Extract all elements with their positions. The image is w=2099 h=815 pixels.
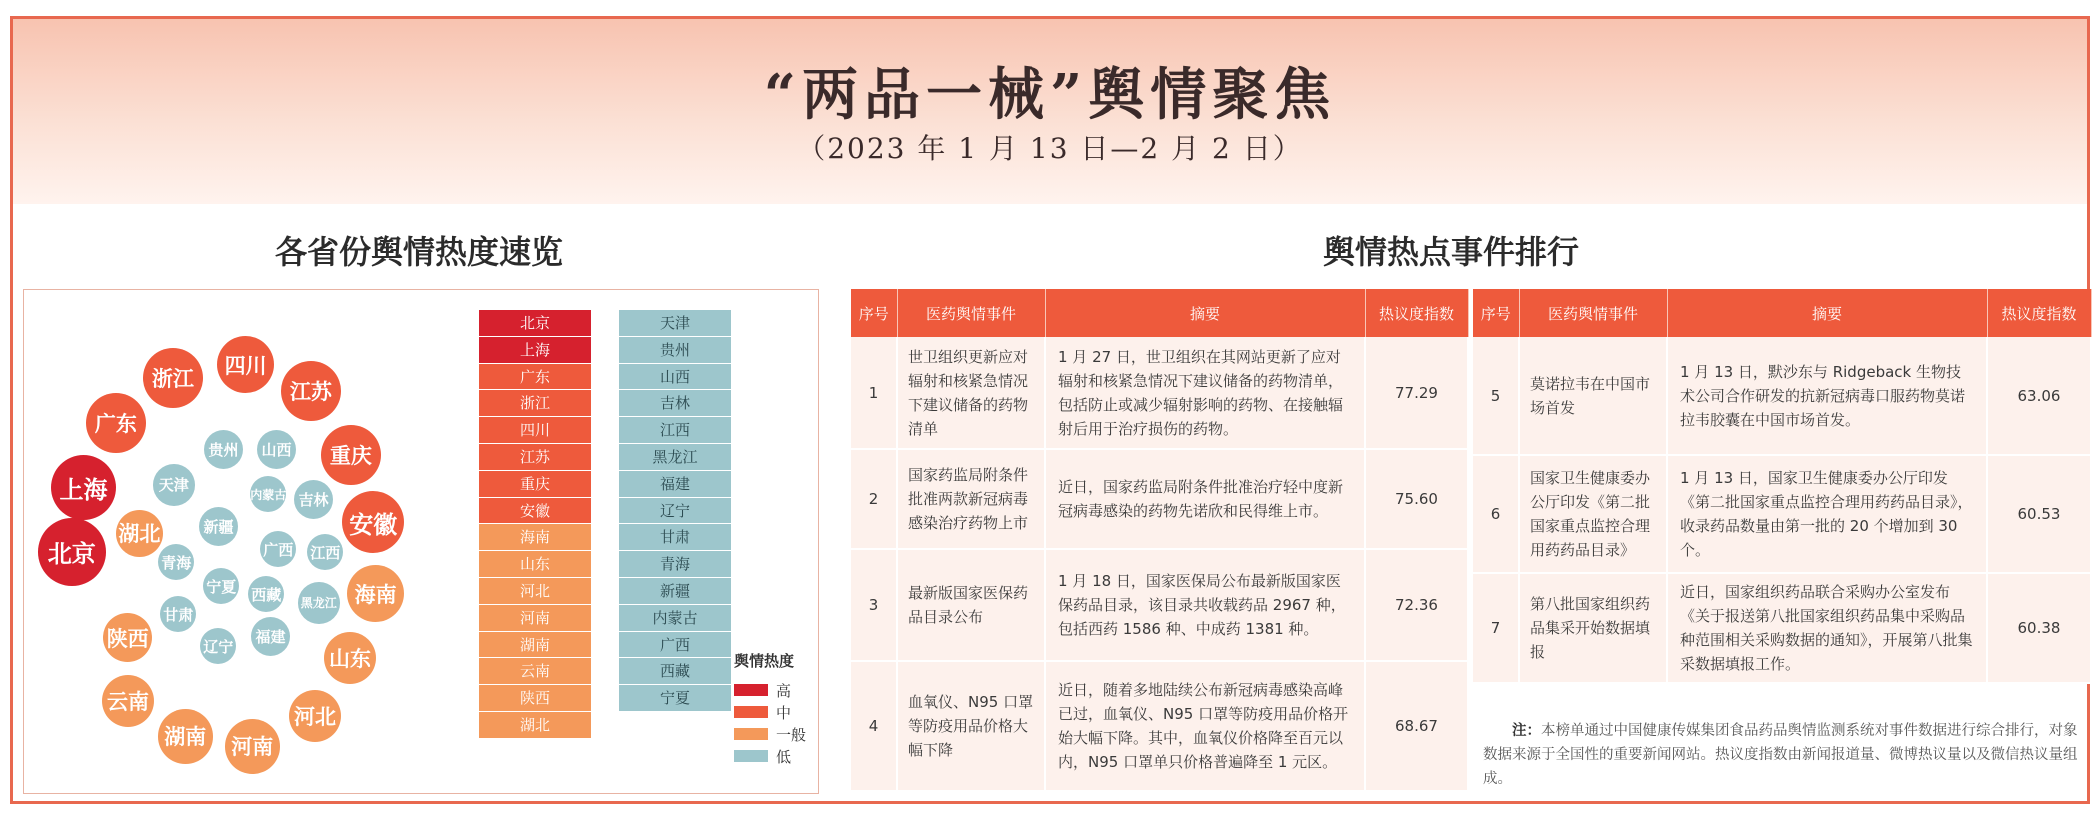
table-row: [851, 449, 1468, 549]
rank-cell: 云南: [479, 658, 591, 685]
province-bubble: 安徽: [342, 491, 404, 553]
province-bubble: 福建: [251, 617, 290, 656]
rank-cell: 安徽: [479, 498, 591, 525]
rank-cell: 黑龙江: [619, 444, 731, 471]
col-header-summary: 摘要: [1045, 289, 1365, 337]
table-header-row: [1473, 289, 2091, 337]
row-score: 77.29: [1365, 337, 1468, 449]
row-summary: 1 月 18 日，国家医保局公布最新版国家医保药品目录，该目录共收载药品 2967 种，包括西药 1586 种、中成药 1381 种。: [1045, 549, 1365, 661]
row-index: 3: [851, 549, 897, 661]
row-event: 莫诺拉韦在中国市场首发: [1519, 337, 1667, 455]
row-summary: 1 月 13 日，国家卫生健康委办公厅印发《第二批国家重点监控合理用药药品目录》，收录药品数量由第一批的 20 个增加到 30 个。: [1667, 455, 1987, 573]
row-score: 75.60: [1365, 449, 1468, 549]
rank-cell: 江西: [619, 417, 731, 444]
col-header-event: 医药舆情事件: [897, 289, 1045, 337]
province-bubble: 河北: [289, 690, 341, 742]
row-index: 5: [1473, 337, 1519, 455]
legend-item-mid: [734, 701, 806, 723]
province-rank-column-1: [479, 310, 591, 739]
legend-label: 高: [776, 681, 792, 700]
rank-cell: 贵州: [619, 337, 731, 364]
legend-swatch: [734, 728, 768, 740]
rank-cell: 河南: [479, 605, 591, 632]
rank-cell: 山西: [619, 364, 731, 391]
province-bubble: 海南: [347, 565, 404, 622]
table-row: [1473, 455, 2091, 573]
header-banner: [13, 19, 2087, 204]
row-index: 7: [1473, 573, 1519, 683]
row-score: 60.38: [1987, 573, 2091, 683]
province-bubble: 四川: [217, 336, 274, 393]
row-score: 60.53: [1987, 455, 2091, 573]
legend-label: 一般: [776, 725, 807, 744]
col-header-index: 序号: [1473, 289, 1519, 337]
rank-cell: 吉林: [619, 390, 731, 417]
col-header-index: 序号: [851, 289, 897, 337]
province-bubble: 湖北: [116, 510, 163, 557]
infographic-frame: [10, 16, 2090, 804]
row-summary: 近日，随着多地陆续公布新冠病毒感染高峰已过，血氧仪、N95 口罩等防疫用品价格开始大幅下降。其中，血氧仪价格降至百元以内，N95 口罩单只价格普遍降至 1 元区。: [1045, 661, 1365, 791]
row-index: 2: [851, 449, 897, 549]
province-bubble: 云南: [102, 675, 154, 727]
rank-cell: 广东: [479, 364, 591, 391]
row-summary: 近日，国家组织药品联合采购办公室发布《关于报送第八批国家组织药品集中采购品种范围相关采购数据的通知》，开展第八批集采数据填报工作。: [1667, 573, 1987, 683]
province-bubble: 黑龙江: [298, 582, 340, 624]
province-rank-column-2: [619, 310, 731, 712]
rank-cell: 天津: [619, 310, 731, 337]
rank-cell: 新疆: [619, 578, 731, 605]
rank-cell: 山东: [479, 551, 591, 578]
rank-cell: 河北: [479, 578, 591, 605]
province-bubble: 北京: [38, 518, 106, 586]
row-index: 1: [851, 337, 897, 449]
heat-legend: [734, 650, 806, 767]
province-bubble: 广西: [260, 531, 296, 567]
legend-label: 中: [776, 703, 792, 722]
row-score: 68.67: [1365, 661, 1468, 791]
event-ranking-table-2: [1473, 289, 2092, 684]
table-row: [1473, 573, 2091, 683]
province-bubble: 陕西: [103, 613, 152, 662]
legend-title: 舆情热度: [734, 652, 795, 670]
province-bubble: 湖南: [158, 709, 213, 764]
row-summary: 近日，国家药监局附条件批准治疗轻中度新冠病毒感染的药物先诺欣和民得维上市。: [1045, 449, 1365, 549]
row-score: 63.06: [1987, 337, 2091, 455]
col-header-summary: 摘要: [1667, 289, 1987, 337]
row-event: 血氧仪、N95 口罩等防疫用品价格大幅下降: [897, 661, 1045, 791]
province-bubble: 广东: [86, 393, 146, 453]
legend-swatch: [734, 706, 768, 718]
province-bubble: 浙江: [143, 348, 203, 408]
row-event: 最新版国家医保药品目录公布: [897, 549, 1045, 661]
legend-item-normal: [734, 723, 806, 745]
ranking-section-title: 舆情热点事件排行: [1323, 233, 1580, 271]
rank-cell: 青海: [619, 551, 731, 578]
legend-swatch: [734, 684, 768, 696]
province-bubble: 宁夏: [203, 568, 239, 604]
province-bubble: 山西: [257, 430, 296, 469]
table-row: [851, 549, 1468, 661]
rank-cell: 湖北: [479, 712, 591, 739]
rank-cell: 西藏: [619, 658, 731, 685]
province-bubble: 贵州: [204, 430, 243, 469]
col-header-score: 热议度指数: [1987, 289, 2091, 337]
col-header-event: 医药舆情事件: [1519, 289, 1667, 337]
date-range: （2023 年 1 月 13 日—2 月 2 日）: [797, 132, 1303, 165]
legend-swatch: [734, 750, 768, 762]
footnote: [1483, 719, 2083, 791]
rank-cell: 上海: [479, 337, 591, 364]
row-index: 4: [851, 661, 897, 791]
table-row: [851, 337, 1468, 449]
footnote-text: 本榜单通过中国健康传媒集团食品药品舆情监测系统对事件数据进行综合排行，对象数据来源于全国性的重要新闻网站。热议度指数由新闻报道量、微博热议量以及微信热议量组成。: [1483, 723, 2078, 787]
rank-cell: 江苏: [479, 444, 591, 471]
legend-item-low: [734, 745, 806, 767]
legend-item-high: [734, 679, 806, 701]
row-event: 国家卫生健康委办公厅印发《第二批国家重点监控合理用药药品目录》: [1519, 455, 1667, 573]
rank-cell: 内蒙古: [619, 605, 731, 632]
row-summary: 1 月 13 日，默沙东与 Ridgeback 生物技术公司合作研发的抗新冠病毒口服药物莫诺拉韦胶囊在中国市场首发。: [1667, 337, 1987, 455]
rank-cell: 宁夏: [619, 685, 731, 712]
footnote-label: 注：: [1512, 723, 1541, 739]
province-bubble: 天津: [153, 464, 195, 506]
row-event: 第八批国家组织药品集采开始数据填报: [1519, 573, 1667, 683]
legend-label: 低: [776, 747, 792, 766]
table-row: [1473, 337, 2091, 455]
row-summary: 1 月 27 日，世卫组织在其网站更新了应对辐射和核紧急情况下建议储备的药物清单，包括防止或减少辐射影响的药物、在接触辐射后用于治疗损伤的药物。: [1045, 337, 1365, 449]
province-bubble: 山东: [324, 632, 376, 684]
rank-cell: 广西: [619, 632, 731, 659]
rank-cell: 浙江: [479, 390, 591, 417]
col-header-score: 热议度指数: [1365, 289, 1468, 337]
province-bubble: 青海: [158, 544, 194, 580]
province-bubble: 上海: [51, 455, 116, 520]
province-bubble: 河南: [225, 719, 280, 774]
province-bubble: 江西: [307, 534, 343, 570]
rank-cell: 北京: [479, 310, 591, 337]
province-bubble: 西藏: [248, 576, 284, 612]
main-title: “两品一械”舆情聚焦: [763, 62, 1337, 128]
rank-cell: 甘肃: [619, 524, 731, 551]
province-heat-panel: [23, 289, 819, 794]
province-bubble: 新疆: [199, 507, 238, 546]
row-event: 国家药监局附条件批准两款新冠病毒感染治疗药物上市: [897, 449, 1045, 549]
rank-cell: 四川: [479, 417, 591, 444]
row-event: 世卫组织更新应对辐射和核紧急情况下建议储备的药物清单: [897, 337, 1045, 449]
rank-cell: 湖南: [479, 632, 591, 659]
province-bubble: 重庆: [321, 425, 381, 485]
table-row: [851, 661, 1468, 791]
province-bubble: 甘肃: [160, 596, 196, 632]
row-index: 6: [1473, 455, 1519, 573]
rank-cell: 辽宁: [619, 498, 731, 525]
event-ranking-table-1: [851, 289, 1469, 792]
province-section-title: 各省份舆情热度速览: [275, 233, 564, 271]
row-score: 72.36: [1365, 549, 1468, 661]
province-bubble: 吉林: [294, 480, 333, 519]
rank-cell: 重庆: [479, 471, 591, 498]
table-header-row: [851, 289, 1468, 337]
province-bubble: 辽宁: [200, 628, 236, 664]
rank-cell: 海南: [479, 524, 591, 551]
rank-cell: 福建: [619, 471, 731, 498]
province-bubble: 内蒙古: [250, 476, 286, 512]
province-bubble: 江苏: [281, 361, 341, 421]
rank-cell: 陕西: [479, 685, 591, 712]
province-bubble-cloud: [24, 290, 444, 795]
